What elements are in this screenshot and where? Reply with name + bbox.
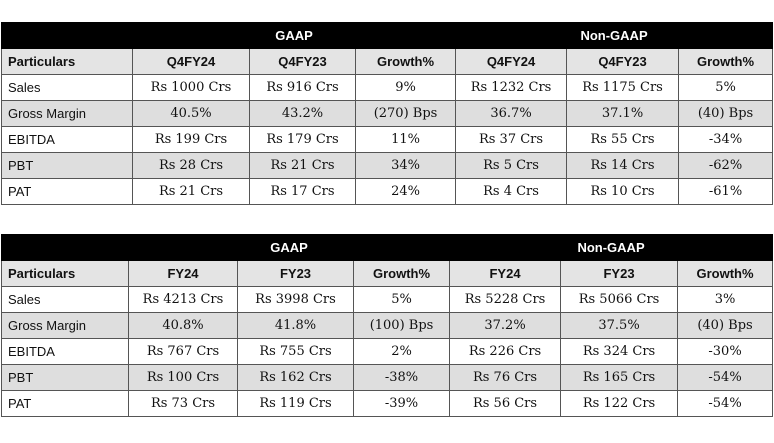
gaap-growth-cell: 5% <box>354 287 450 313</box>
nongaap-previous-cell: Rs 5066 Crs <box>561 287 678 313</box>
nongaap-current-cell: Rs 4 Crs <box>456 179 567 205</box>
nongaap-growth-cell: 3% <box>678 287 773 313</box>
column-header-gaap-previous: FY23 <box>238 261 354 287</box>
nongaap-previous-cell: Rs 14 Crs <box>567 153 679 179</box>
gaap-previous-cell: Rs 21 Crs <box>250 153 356 179</box>
nongaap-growth-cell: -30% <box>678 339 773 365</box>
column-header-nongaap-previous: Q4FY23 <box>567 49 679 75</box>
gaap-current-cell: Rs 767 Crs <box>129 339 238 365</box>
gaap-current-cell: Rs 28 Crs <box>133 153 250 179</box>
non-gaap-header: Non-GAAP <box>456 23 773 49</box>
column-header-nongaap-growth: Growth% <box>679 49 773 75</box>
nongaap-previous-cell: Rs 10 Crs <box>567 179 679 205</box>
nongaap-current-cell: Rs 1232 Crs <box>456 75 567 101</box>
table-row <box>2 365 773 391</box>
column-header-gaap-current: Q4FY24 <box>133 49 250 75</box>
group-header-spacer <box>2 235 129 261</box>
gaap-previous-cell: Rs 179 Crs <box>250 127 356 153</box>
nongaap-current-cell: 37.2% <box>450 313 561 339</box>
table-row <box>2 391 773 417</box>
gaap-growth-cell: 34% <box>356 153 456 179</box>
nongaap-growth-cell: -54% <box>678 365 773 391</box>
nongaap-current-cell: Rs 5 Crs <box>456 153 567 179</box>
gaap-growth-cell: -38% <box>354 365 450 391</box>
gaap-previous-cell: 41.8% <box>238 313 354 339</box>
nongaap-previous-cell: Rs 122 Crs <box>561 391 678 417</box>
column-header-gaap-current: FY24 <box>129 261 238 287</box>
nongaap-current-cell: Rs 226 Crs <box>450 339 561 365</box>
column-header-nongaap-growth: Growth% <box>678 261 773 287</box>
gaap-growth-cell: 2% <box>354 339 450 365</box>
nongaap-growth-cell: -54% <box>678 391 773 417</box>
nongaap-previous-cell: Rs 165 Crs <box>561 365 678 391</box>
nongaap-current-cell: Rs 37 Crs <box>456 127 567 153</box>
group-header-spacer <box>2 23 133 49</box>
nongaap-current-cell: Rs 56 Crs <box>450 391 561 417</box>
nongaap-growth-cell: (40) Bps <box>678 313 773 339</box>
gaap-previous-cell: 43.2% <box>250 101 356 127</box>
nongaap-current-cell: Rs 5228 Crs <box>450 287 561 313</box>
nongaap-growth-cell: -62% <box>679 153 773 179</box>
column-header-nongaap-current: FY24 <box>450 261 561 287</box>
column-header-row <box>2 261 773 287</box>
table-row <box>2 127 773 153</box>
gaap-current-cell: Rs 73 Crs <box>129 391 238 417</box>
table-row <box>2 153 773 179</box>
table-row <box>2 339 773 365</box>
nongaap-growth-cell: (40) Bps <box>679 101 773 127</box>
row-label: PBT <box>2 153 133 179</box>
table-row <box>2 75 773 101</box>
nongaap-previous-cell: 37.5% <box>561 313 678 339</box>
row-label: PBT <box>2 365 129 391</box>
gaap-previous-cell: Rs 17 Crs <box>250 179 356 205</box>
gaap-header: GAAP <box>133 23 456 49</box>
nongaap-growth-cell: 5% <box>679 75 773 101</box>
nongaap-previous-cell: 37.1% <box>567 101 679 127</box>
nongaap-current-cell: 36.7% <box>456 101 567 127</box>
gaap-current-cell: 40.8% <box>129 313 238 339</box>
annual-results-table <box>1 234 773 417</box>
row-label: EBITDA <box>2 339 129 365</box>
gaap-current-cell: Rs 21 Crs <box>133 179 250 205</box>
gaap-growth-cell: (270) Bps <box>356 101 456 127</box>
nongaap-previous-cell: Rs 324 Crs <box>561 339 678 365</box>
column-header-nongaap-current: Q4FY24 <box>456 49 567 75</box>
non-gaap-header: Non-GAAP <box>450 235 773 261</box>
gaap-previous-cell: Rs 916 Crs <box>250 75 356 101</box>
gaap-growth-cell: 24% <box>356 179 456 205</box>
gaap-current-cell: Rs 4213 Crs <box>129 287 238 313</box>
row-label: Gross Margin <box>2 313 129 339</box>
table-row <box>2 287 773 313</box>
gaap-current-cell: Rs 100 Crs <box>129 365 238 391</box>
table-row <box>2 101 773 127</box>
gaap-growth-cell: -39% <box>354 391 450 417</box>
row-label: Sales <box>2 287 129 313</box>
gaap-growth-cell: (100) Bps <box>354 313 450 339</box>
column-header-nongaap-previous: FY23 <box>561 261 678 287</box>
table-row <box>2 179 773 205</box>
gaap-previous-cell: Rs 162 Crs <box>238 365 354 391</box>
row-label: EBITDA <box>2 127 133 153</box>
row-label: Sales <box>2 75 133 101</box>
column-header-particulars: Particulars <box>2 261 129 287</box>
gaap-previous-cell: Rs 3998 Crs <box>238 287 354 313</box>
gaap-growth-cell: 11% <box>356 127 456 153</box>
column-header-gaap-growth: Growth% <box>356 49 456 75</box>
nongaap-growth-cell: -61% <box>679 179 773 205</box>
nongaap-previous-cell: Rs 55 Crs <box>567 127 679 153</box>
group-header-row <box>2 23 773 49</box>
gaap-current-cell: Rs 1000 Crs <box>133 75 250 101</box>
row-label: PAT <box>2 391 129 417</box>
row-label: Gross Margin <box>2 101 133 127</box>
gaap-previous-cell: Rs 119 Crs <box>238 391 354 417</box>
nongaap-growth-cell: -34% <box>679 127 773 153</box>
gaap-current-cell: Rs 199 Crs <box>133 127 250 153</box>
column-header-gaap-previous: Q4FY23 <box>250 49 356 75</box>
table-row <box>2 313 773 339</box>
row-label: PAT <box>2 179 133 205</box>
gaap-current-cell: 40.5% <box>133 101 250 127</box>
quarterly-results-table <box>1 22 773 205</box>
gaap-growth-cell: 9% <box>356 75 456 101</box>
nongaap-current-cell: Rs 76 Crs <box>450 365 561 391</box>
column-header-row <box>2 49 773 75</box>
group-header-row <box>2 235 773 261</box>
column-header-particulars: Particulars <box>2 49 133 75</box>
gaap-previous-cell: Rs 755 Crs <box>238 339 354 365</box>
gaap-header: GAAP <box>129 235 450 261</box>
column-header-gaap-growth: Growth% <box>354 261 450 287</box>
nongaap-previous-cell: Rs 1175 Crs <box>567 75 679 101</box>
